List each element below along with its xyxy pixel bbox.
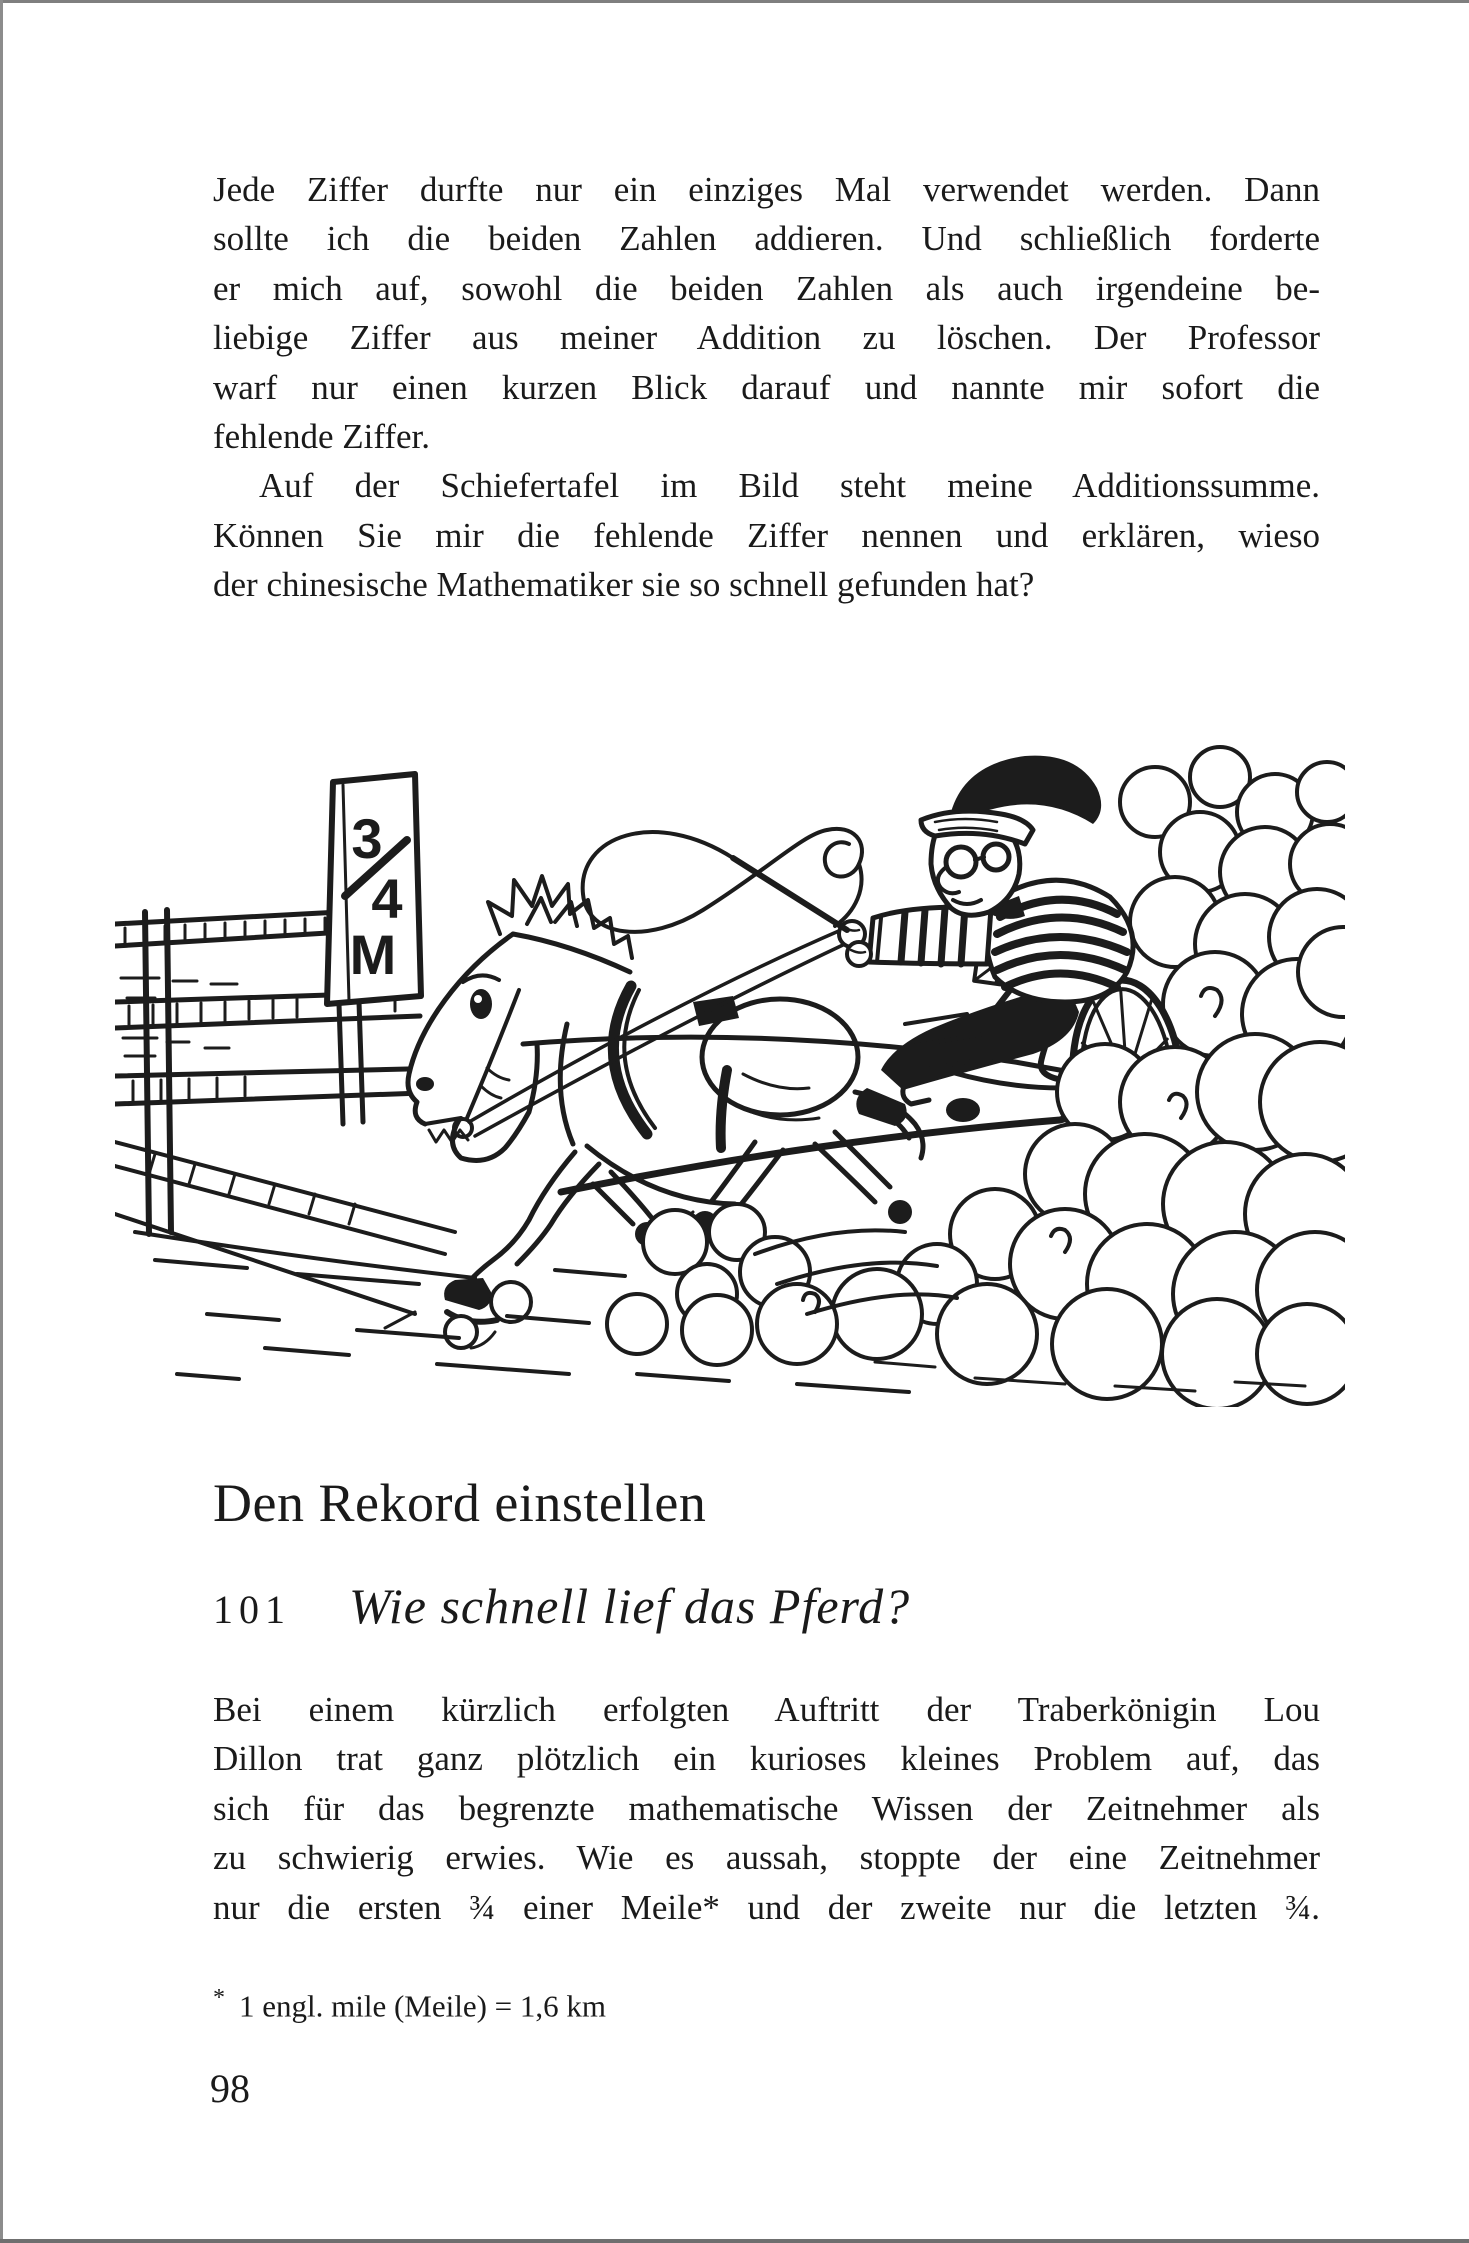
page-edge-bottom	[0, 2239, 1469, 2243]
text-line: Bei einem kürzlich erfolgten Auftritt der Traberkönigin Lou	[213, 1690, 1320, 1729]
text-line: nur die ersten ¾ einer Meile* und der zweite nur die letzten ¾.	[213, 1887, 1320, 1927]
page-edge-left	[0, 0, 3, 2243]
text-line: der chinesische Mathematiker sie so schnell gefunden hat?	[213, 565, 1035, 605]
text-line: er mich auf, sowohl die beiden Zahlen als auch irgendeine be-	[213, 268, 1320, 308]
puzzle-number: 101	[213, 1587, 291, 1632]
puzzle-heading	[213, 1577, 910, 1635]
text-line: sich für das begrenzte mathematische Wissen der Zeitnehmer als	[213, 1788, 1320, 1828]
puzzle-paragraph	[213, 1685, 1320, 1932]
sign-denominator: 4	[371, 867, 403, 930]
page-number: 98	[210, 2066, 250, 2111]
text-line: warf nur einen kurzen Blick darauf und nannte mir sofort die	[213, 367, 1320, 407]
whip	[583, 829, 862, 932]
text-line: fehlende Ziffer.	[213, 417, 431, 457]
text-line: zu schwierig erwies. Wie es aussah, stoppte der eine Zeitnehmer	[213, 1838, 1320, 1878]
puzzle-title: Wie schnell lief das Pferd?	[349, 1578, 911, 1634]
section-heading: Den Rekord einstellen	[213, 1473, 707, 1533]
paragraph-continuation	[213, 165, 1320, 461]
text-line: Auf der Schiefertafel im Bild steht meine Additionssumme.	[259, 466, 1320, 506]
text-line: liebige Ziffer aus meiner Addition zu löschen. Der Professor	[213, 318, 1320, 358]
intro-text	[213, 165, 1320, 610]
text-line: Jede Ziffer durfte nur ein einziges Mal verwendet werden. Dann	[213, 170, 1320, 209]
paragraph-question	[213, 461, 1320, 609]
text-line: Können Sie mir die fehlende Ziffer nennen und erklären, wieso	[213, 515, 1320, 555]
page-edge-top	[0, 0, 1469, 3]
footnote-text: 1 engl. mile (Meile) = 1,6 km	[239, 1988, 607, 2024]
footnote	[213, 1984, 606, 2025]
harness-racing-illustration	[115, 672, 1345, 1407]
text-line: Dillon trat ganz plötzlich ein kurioses kleines Problem auf, das	[213, 1739, 1320, 1779]
text-line: sollte ich die beiden Zahlen addieren. Und schließlich forderte	[213, 219, 1320, 259]
sign-numerator: 3	[351, 807, 383, 870]
sign-unit: M	[349, 923, 397, 986]
footnote-marker: *	[213, 1985, 225, 2011]
